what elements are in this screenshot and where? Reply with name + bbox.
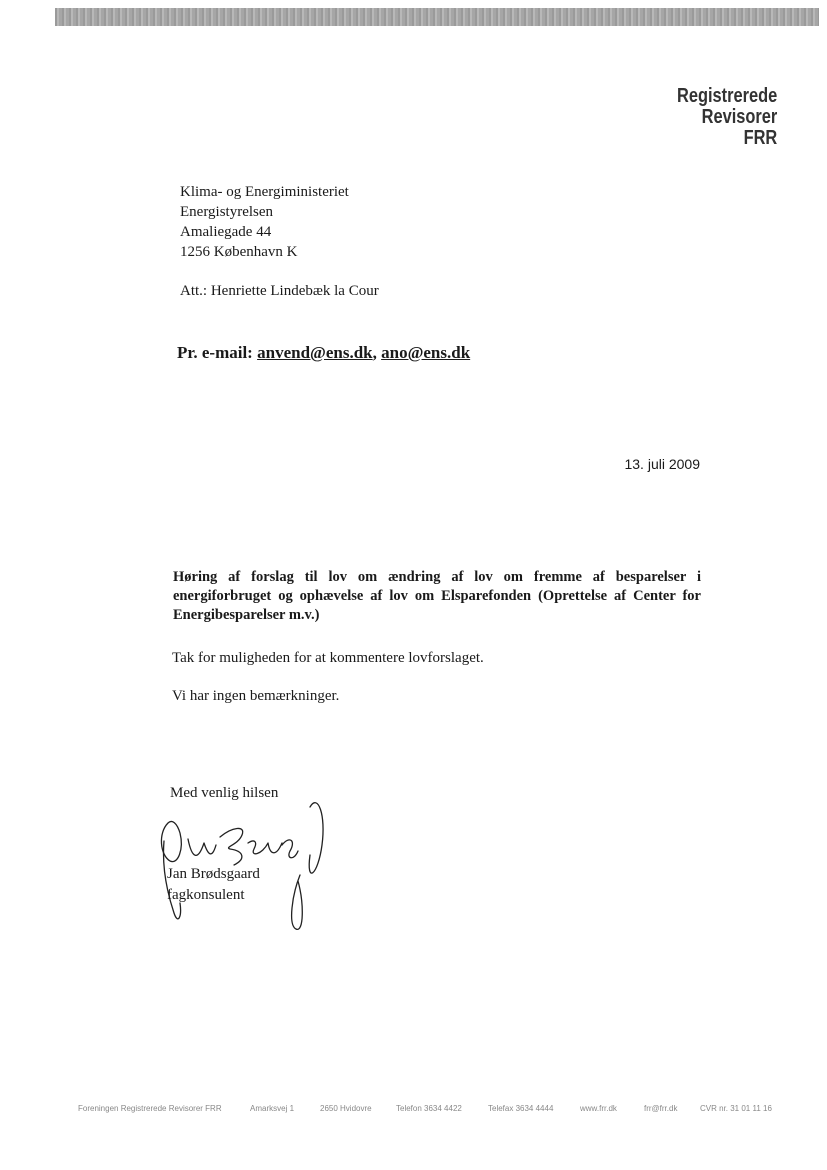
email-link-anvend[interactable]: anvend@ens.dk [257,343,373,362]
footer-street: Amarksvej 1 [250,1104,295,1113]
signer-title: fagkonsulent [167,887,245,903]
signer-block [167,864,260,906]
frr-logo [677,86,777,149]
logo-line-2: Revisorer [701,106,777,128]
email-separator: , [372,343,377,362]
body-paragraph-1: Tak for muligheden for at kommentere lovforslaget. [172,650,484,666]
handwritten-signature [150,785,330,935]
scan-header-bar [55,8,819,26]
attention-line: Att.: Henriette Lindebæk la Cour [180,283,379,299]
footer-email-link[interactable]: frr@frr.dk [644,1104,678,1113]
recipient-address [180,182,349,262]
email-label: Pr. e-mail: [177,343,253,362]
body-paragraph-2: Vi har ingen bemærkninger. [172,688,340,704]
address-line-city: 1256 København K [180,244,298,260]
footer-organization: Foreningen Registrerede Revisorer FRR [78,1104,222,1113]
footer-fax: Telefax 3634 4444 [488,1104,554,1113]
signer-name: Jan Brødsgaard [167,866,260,882]
email-link-ano[interactable]: ano@ens.dk [381,343,471,362]
footer-phone: Telefon 3634 4422 [396,1104,462,1113]
logo-line-1: Registrerede [676,85,777,107]
address-line-agency: Energistyrelsen [180,204,274,220]
logo-line-3: FRR [743,127,777,149]
letter-date: 13. juli 2009 [624,456,700,472]
closing-greeting: Med venlig hilsen [170,785,279,801]
footer-web-link[interactable]: www.frr.dk [580,1104,617,1113]
footer-cvr: CVR nr. 31 01 11 16 [700,1104,772,1113]
address-line-ministry: Klima- og Energiministeriet [180,184,349,200]
email-line [177,343,470,363]
footer-city: 2650 Hvidovre [320,1104,372,1113]
subject-heading: Høring af forslag til lov om ændring af lov om fremme af besparelser i energiforbruget og ophævelse af lov om Elsparefonden (Oprettelse af Center for Energibesparelser m.v.) [173,569,701,623]
address-line-street: Amaliegade 44 [180,224,272,240]
